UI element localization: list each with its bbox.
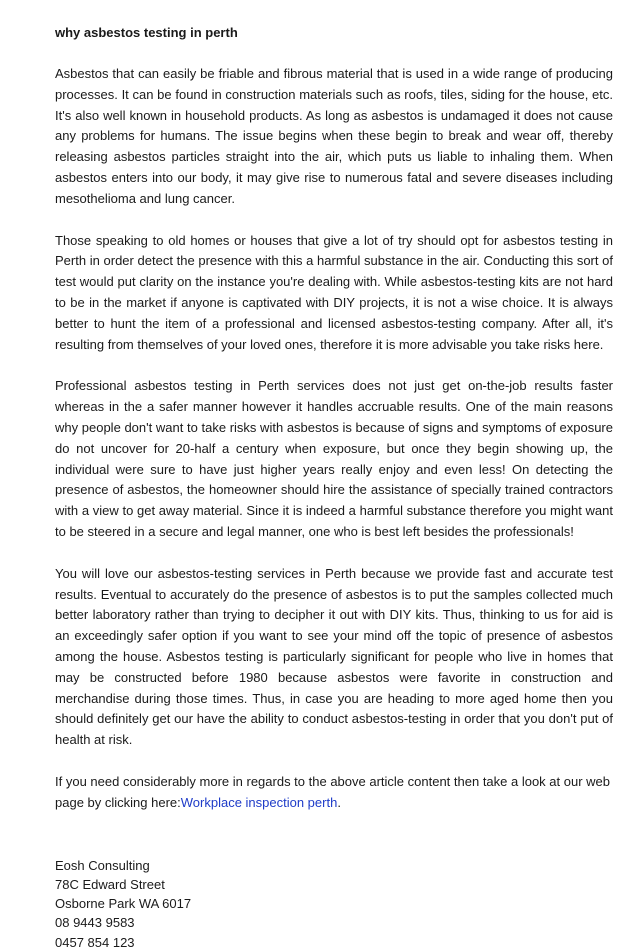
contact-phone-1: 08 9443 9583 — [55, 915, 135, 931]
paragraph-4: You will love our asbestos-testing services in Perth because we provide fast and accurate test results. Eventual to accurately do the presence of asbestos is to put the samples collected much better laboratory rather than trying to decipher it out with DIY kits. Thus, thinking to us for aid is an exceedingly safer option if you want to see your mind off the topic of presence of asbestos among the house. Asbestos testing is particularly significant for people who live in homes that may be constructed before 1980 because asbestos were favorite in construction and merchandise during those times. Thus, in case you are heading to more aged home then you should definitely get our have the ability to conduct asbestos-testing in order that you don't put of health at risk. — [55, 565, 613, 748]
closing-paragraph — [55, 772, 613, 814]
workplace-inspection-link[interactable]: Workplace inspection perth — [180, 794, 338, 810]
paragraph-3: Professional asbestos testing in Perth services does not just get on-the-job results faster whereas in the a safer manner however it handles accruable results. One of the main reasons why people don't want to take risks with asbestos is because of signs and symptoms of exposure do not uncover for 20-half a century when exposure, but once they begin showing up, the individual were sure to have just higher years really enjoy and even less! On detecting the presence of asbestos, the homeowner should hire the assistance of specially trained contractors with a view to get away material. Since it is indeed a harmful substance therefore you might want to be steered in a secure and legal manner, one who is best left besides the professionals! — [55, 378, 613, 539]
closing-period: . — [337, 794, 341, 810]
closing-text: If you need considerably more in regards to the above article content then take a look at our web page by clicking here: — [55, 773, 611, 810]
document-page — [55, 14, 613, 952]
contact-block — [55, 856, 613, 952]
document-title: why asbestos testing in perth — [55, 25, 238, 40]
paragraph-2: Those speaking to old homes or houses that give a lot of try should opt for asbestos testing in Perth in order detect the presence with this a harmful substance in the air. Conducting this sort of test would put clarity on the instance you're dealing with. While asbestos-testing kits are not hard to be in the market if anyone is captivated with DIY projects, it is not a wise choice. It is always better to hunt the item of a professional and licensed asbestos-testing company. After all, it's resulting from themselves of your loved ones, therefore it is more advisable you take risks here. — [55, 232, 613, 352]
contact-city: Osborne Park WA 6017 — [55, 896, 192, 912]
contact-company: Eosh Consulting — [55, 857, 150, 873]
contact-street: 78C Edward Street — [55, 876, 165, 892]
paragraph-1: Asbestos that can easily be friable and fibrous material that is used in a wide range of producing processes. It can be found in construction materials such as roofs, tiles, siding for the house, etc. It's also well known in household products. As long as asbestos is undamaged it does not cause any problems for humans. The issue begins when these begin to break and wear off, thereby releasing asbestos particles straight into the air, which puts us liable to inhaling them. When asbestos enters into our body, it may give rise to numerous fatal and severe diseases including mesothelioma and lung cancer. — [55, 66, 613, 206]
contact-phone-2: 0457 854 123 — [55, 934, 135, 950]
